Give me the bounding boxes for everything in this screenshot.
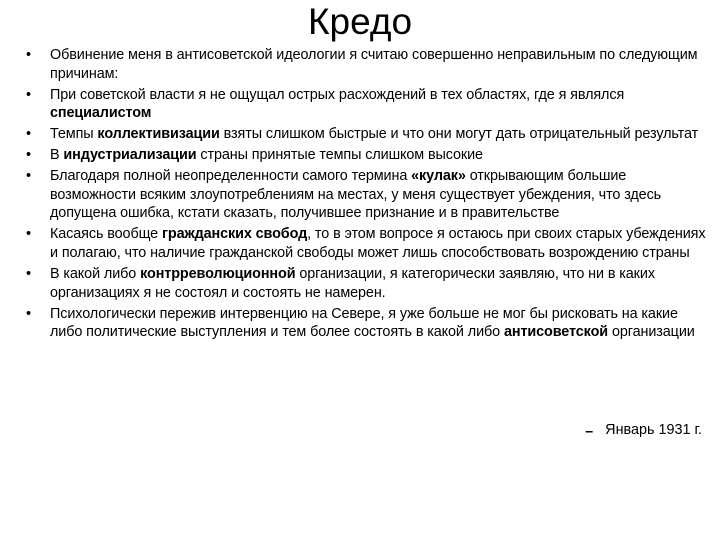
signature-dash: – [585, 424, 594, 440]
bullet-item [20, 86, 714, 123]
bullet-emphasis-text: индустриализации [63, 147, 197, 164]
bullet-text: В какой либо [50, 266, 141, 283]
bullet-text: взяты слишком быстрые и что они могут дать отрицательный результат [219, 126, 699, 143]
bullet-text: , то в этом вопросе я остаюсь при своих старых убеждениях и полагаю, что наличие гражданской свободы может лишь способствовать возрождению страны [50, 226, 706, 261]
bullet-text: Касаясь вообще [50, 226, 162, 243]
signature-line [585, 421, 702, 440]
bullet-text: Темпы [50, 126, 98, 143]
bullet-emphasis-text: «кулак» [411, 168, 466, 185]
bullet-emphasis-text: антисоветской [503, 324, 609, 341]
bullet-item [20, 305, 714, 342]
bullet-point-icon: • [26, 47, 31, 63]
bullet-text: организации [608, 324, 695, 341]
bullet-text: Психологически пережив интервенцию на Севере, я уже больше не мог бы рисковать на какие либо политические выступления и тем более состоять в какой либо [50, 305, 678, 341]
bullet-point-icon: • [26, 266, 31, 283]
slide-title: Кредо [307, 1, 413, 42]
bullet-emphasis-text: коллективизации [97, 126, 220, 143]
bullet-point-icon: • [26, 226, 31, 243]
bullet-item [20, 46, 714, 83]
bullet-item [20, 265, 714, 302]
bullet-item [20, 167, 714, 223]
bullet-item [20, 225, 714, 262]
bullet-text: организации, я категорически заявляю, что ни в каких организациях я не состоял и состоять не намерен. [50, 266, 655, 301]
bullet-point-icon: • [26, 126, 31, 143]
bullet-point-icon: • [26, 168, 31, 185]
bullet-item [20, 125, 714, 144]
bullet-list [20, 46, 714, 344]
bullet-text: При советской власти я не ощущал острых расхождений в тех областях, где я являлся [50, 86, 625, 103]
bullet-text: В [50, 147, 64, 164]
bullet-emphasis-text: специалистом [50, 105, 152, 122]
bullet-point-icon: • [26, 86, 31, 103]
bullet-point-icon: • [26, 147, 31, 164]
bullet-item [20, 146, 714, 165]
bullet-emphasis-text: контрреволюционной [140, 266, 296, 283]
bullet-text: страны принятые темпы слишком высокие [196, 147, 483, 164]
bullet-text: открывающим большие возможности всяким злоупотреблениям на местах, у меня существует убеждения, что здесь допущена ошибка, кстати сказать, получившее признание и в правительстве [50, 168, 662, 222]
signature-date: Январь 1931 г. [605, 422, 702, 438]
bullet-point-icon: • [26, 305, 31, 322]
bullet-emphasis-text: гражданских свобод [161, 226, 308, 243]
bullet-text: Благодаря полной неопределенности самого термина [50, 168, 412, 185]
bullet-text: Обвинение меня в антисоветской идеологии я считаю совершенно неправильным по следующим причинам: [50, 47, 698, 82]
